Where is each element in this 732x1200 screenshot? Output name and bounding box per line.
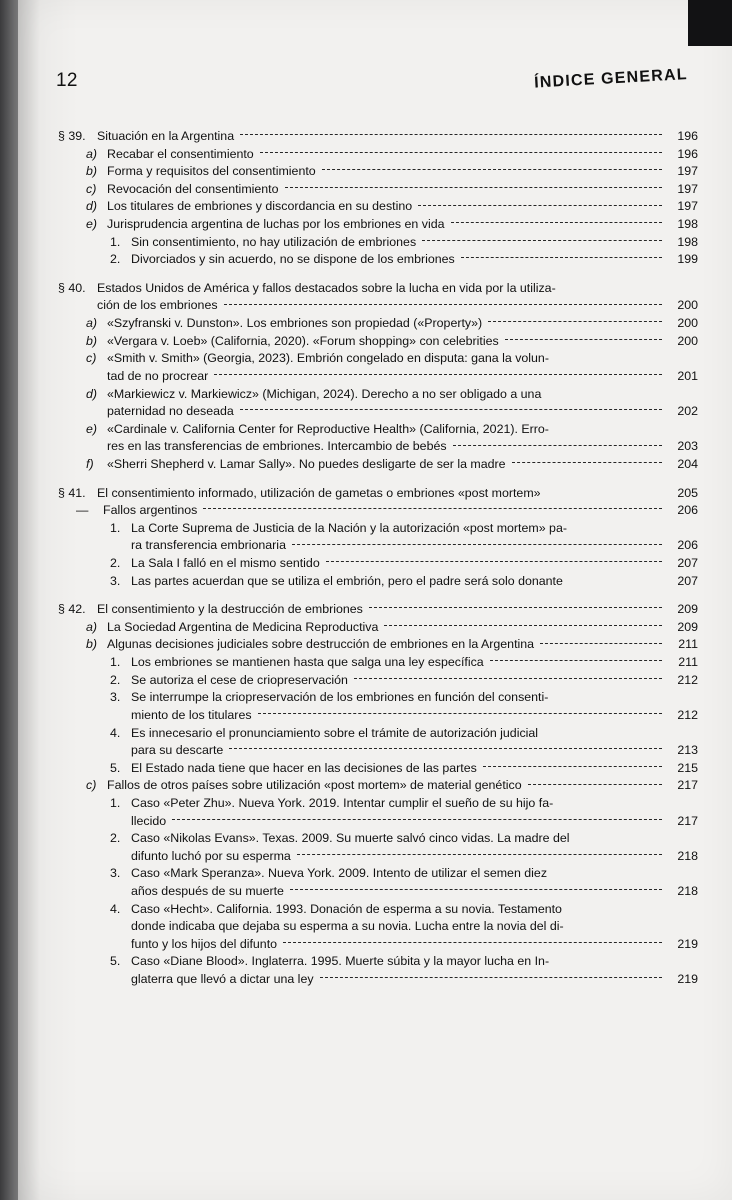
toc-leader-dashes: [483, 766, 662, 768]
toc-entry-title: El consentimiento informado, utilización de gametas o embriones «post mortem»: [97, 485, 541, 500]
toc-entry-title-wrap: [107, 403, 668, 421]
toc-group: [58, 485, 698, 591]
toc-entry[interactable]: [58, 280, 698, 298]
toc-entry-number: 1.: [110, 655, 121, 670]
toc-entry-title-wrap: [107, 456, 668, 474]
toc-entry-number: a): [86, 619, 98, 634]
toc-leader-dashes: [512, 462, 662, 464]
toc-entry[interactable]: [58, 901, 698, 919]
toc-entry-page: 217: [677, 813, 698, 828]
toc-leader-dashes: [422, 240, 662, 242]
toc-entry[interactable]: [58, 742, 698, 760]
toc-entry[interactable]: [58, 502, 698, 520]
toc-entry-title: «Sherri Shepherd v. Lamar Sally». No puedes desligarte de ser la madre: [107, 456, 506, 471]
toc-entry-title: Se autoriza el cese de criopreservación: [131, 672, 348, 687]
toc-entry-number: b): [86, 637, 98, 652]
toc-entry-number: 3.: [110, 573, 121, 588]
toc-entry-title-wrap: [131, 573, 668, 591]
toc-entry-page: 207: [677, 573, 698, 588]
toc-entry[interactable]: [58, 760, 698, 778]
toc-entry-page: 217: [677, 778, 698, 793]
toc-entry-title: El consentimiento y la destrucción de embriones: [97, 602, 363, 617]
toc-entry-number: d): [86, 199, 98, 214]
toc-entry-title: años después de su muerte: [131, 883, 284, 898]
toc-entry-title: funto y los hijos del difunto: [131, 936, 278, 951]
toc-leader-dashes: [461, 257, 662, 259]
toc-entry-title: Las partes acuerdan que se utiliza el embrión, pero el padre será solo donante: [131, 573, 563, 588]
toc-entry-title: Caso «Peter Zhu». Nueva York. 2019. Intentar cumplir el sueño de su hijo fa-: [131, 795, 554, 810]
toc-entry[interactable]: [58, 573, 698, 591]
toc-entry-number: § 41.: [58, 485, 86, 500]
toc-entry-number: f): [86, 456, 94, 471]
toc-leader-dashes: [172, 819, 662, 821]
toc-entry[interactable]: [58, 297, 698, 315]
toc-entry-number: 3.: [110, 866, 121, 881]
toc-entry[interactable]: [58, 883, 698, 901]
toc-entry-title-wrap: [131, 725, 668, 743]
toc-entry-title: Es innecesario el pronunciamiento sobre el trámite de autorización judicial: [131, 725, 539, 740]
toc-entry[interactable]: [58, 163, 698, 181]
toc-entry-title: Divorciados y sin acuerdo, no se dispone de los embriones: [131, 252, 455, 267]
toc-entry-title: res en las transferencias de embriones. Intercambio de bebés: [107, 439, 447, 454]
toc-entry-number: § 40.: [58, 280, 86, 295]
table-of-contents: [58, 128, 698, 1000]
toc-entry-title-wrap: [131, 760, 668, 778]
toc-entry-title: La Sociedad Argentina de Medicina Reproductiva: [107, 619, 379, 634]
toc-entry-number: 2.: [110, 672, 121, 687]
toc-entry-page: 200: [677, 333, 698, 348]
toc-entry-title-wrap: [131, 689, 668, 707]
toc-entry[interactable]: [58, 146, 698, 164]
toc-entry-page: 209: [677, 619, 698, 634]
toc-entry-title: Los titulares de embriones y discordancia en su destino: [107, 199, 413, 214]
toc-entry[interactable]: [58, 520, 698, 538]
toc-entry-page: 212: [677, 672, 698, 687]
toc-entry-title: «Szyfranski v. Dunston». Los embriones son propiedad («Property»): [107, 316, 483, 331]
toc-entry-title-wrap: [131, 707, 668, 725]
toc-entry-title: Recabar el consentimiento: [107, 146, 254, 161]
toc-entry-number: 1.: [110, 234, 121, 249]
toc-entry-title: Algunas decisiones judiciales sobre destrucción de embriones en la Argentina: [107, 637, 535, 652]
toc-entry-page: 205: [677, 485, 698, 500]
toc-entry-title: La Sala I falló en el mismo sentido: [131, 556, 320, 571]
toc-leader-dashes: [203, 508, 662, 510]
toc-entry[interactable]: [58, 333, 698, 351]
toc-entry-title-wrap: [107, 350, 668, 368]
toc-entry-number: b): [86, 333, 98, 348]
toc-entry-number: 1.: [110, 795, 121, 810]
toc-entry-page: 198: [677, 217, 698, 232]
toc-entry[interactable]: [58, 971, 698, 989]
toc-entry-title-wrap: [131, 654, 668, 672]
toc-entry-page: 204: [677, 456, 698, 471]
toc-entry-title: Caso «Diane Blood». Inglaterra. 1995. Muerte súbita y la mayor lucha en In-: [131, 954, 550, 969]
toc-leader-dashes: [528, 784, 662, 786]
toc-entry[interactable]: [58, 128, 698, 146]
toc-entry-title: «Cardinale v. California Center for Reproductive Health» (California, 2021). Erro-: [107, 421, 549, 436]
toc-entry-page: 207: [677, 556, 698, 571]
toc-entry-title-wrap: [107, 777, 668, 795]
toc-entry[interactable]: [58, 725, 698, 743]
toc-entry-title-wrap: [107, 146, 668, 164]
toc-entry-number: 5.: [110, 954, 121, 969]
toc-entry[interactable]: [58, 953, 698, 971]
toc-entry-number: d): [86, 386, 98, 401]
toc-entry-title: Fallos de otros países sobre utilización «post mortem» de material genético: [107, 778, 522, 793]
toc-entry-title: llecido: [131, 813, 167, 828]
toc-entry-number: § 39.: [58, 129, 86, 143]
toc-entry-title-wrap: [131, 537, 668, 555]
toc-entry-title: Caso «Mark Speranza». Nueva York. 2009. Intento de utilizar el semen diez: [131, 866, 548, 881]
toc-entry-title-wrap: [131, 520, 668, 538]
toc-entry-title: Sin consentimiento, no hay utilización de embriones: [131, 234, 417, 249]
toc-entry-title: El Estado nada tiene que hacer en las decisiones de las partes: [131, 760, 477, 775]
toc-leader-dashes: [326, 561, 662, 563]
toc-entry-number: c): [86, 778, 97, 793]
toc-entry-title-wrap: [131, 883, 668, 901]
toc-entry-title-wrap: [131, 901, 668, 919]
toc-entry-title: donde indicaba que dejaba su esperma a su novia. Lucha entre la novia del di-: [131, 919, 564, 934]
toc-entry-page: 197: [677, 199, 698, 214]
toc-entry-page: 209: [677, 602, 698, 617]
toc-entry-page: 219: [677, 936, 698, 951]
toc-entry-page: 206: [677, 538, 698, 553]
toc-entry-title-wrap: [131, 251, 668, 269]
toc-entry[interactable]: [58, 707, 698, 725]
toc-entry[interactable]: [58, 251, 698, 269]
toc-entry-page: 202: [677, 404, 698, 419]
toc-leader-dashes: [354, 678, 662, 680]
toc-entry-title-wrap: [107, 315, 668, 333]
toc-entry-number: b): [86, 164, 98, 179]
toc-entry-page: 197: [677, 164, 698, 179]
toc-entry-title-wrap: [131, 953, 668, 971]
toc-entry-page: 218: [677, 883, 698, 898]
toc-entry-title-wrap: [97, 280, 668, 298]
toc-leader-dashes: [320, 977, 662, 979]
toc-entry-number: 2.: [110, 252, 121, 267]
toc-entry-title: Estados Unidos de América y fallos destacados sobre la lucha en vida por la utiliza-: [97, 280, 556, 295]
toc-entry-title-wrap: [107, 181, 668, 199]
toc-entry-title: ción de los embriones: [97, 298, 218, 313]
toc-entry[interactable]: [58, 368, 698, 386]
toc-entry-title-wrap: [131, 848, 668, 866]
toc-entry[interactable]: [58, 777, 698, 795]
toc-entry-title-wrap: [97, 128, 668, 146]
toc-entry-number: 2.: [110, 556, 121, 571]
toc-entry[interactable]: [58, 315, 698, 333]
toc-entry-title: Situación en la Argentina: [97, 129, 235, 143]
toc-entry-number: 4.: [110, 725, 121, 740]
toc-entry-number: e): [86, 217, 98, 232]
toc-leader-dashes: [297, 854, 662, 856]
toc-leader-dashes: [418, 205, 662, 207]
toc-entry-page: 211: [678, 655, 698, 670]
toc-leader-dashes: [258, 713, 662, 715]
toc-entry-title-wrap: [97, 601, 668, 619]
toc-entry-title-wrap: [107, 421, 668, 439]
toc-entry-title-wrap: [131, 795, 668, 813]
toc-entry-title-wrap: [131, 865, 668, 883]
toc-entry-number: c): [86, 351, 97, 366]
toc-entry-title: Fallos argentinos: [103, 503, 198, 518]
toc-entry-title-wrap: [97, 485, 668, 503]
toc-entry-title-wrap: [131, 830, 668, 848]
toc-entry-title-wrap: [131, 742, 668, 760]
toc-entry[interactable]: [58, 936, 698, 954]
toc-entry-number: 5.: [110, 760, 121, 775]
toc-entry-title: Caso «Nikolas Evans». Texas. 2009. Su muerte salvó cinco vidas. La madre del: [131, 831, 570, 846]
toc-entry[interactable]: [58, 438, 698, 456]
toc-entry[interactable]: [58, 198, 698, 216]
toc-entry-title-wrap: [107, 368, 668, 386]
toc-entry[interactable]: [58, 456, 698, 474]
toc-leader-dashes: [260, 152, 662, 154]
toc-entry[interactable]: [58, 181, 698, 199]
toc-entry-page: 197: [677, 181, 698, 196]
running-head: ÍNDICE GENERAL: [534, 66, 689, 92]
toc-entry-page: 200: [677, 298, 698, 313]
toc-leader-dashes: [240, 134, 662, 136]
toc-entry[interactable]: [58, 795, 698, 813]
toc-leader-dashes: [490, 660, 662, 662]
toc-entry-title: paternidad no deseada: [107, 404, 234, 419]
toc-entry-number: a): [86, 316, 98, 331]
page-corner-shadow: [688, 0, 732, 46]
toc-entry[interactable]: [58, 672, 698, 690]
toc-leader-dashes: [290, 889, 662, 891]
toc-entry[interactable]: [58, 421, 698, 439]
toc-entry-title-wrap: [107, 163, 668, 181]
toc-entry-page: 198: [677, 234, 698, 249]
toc-entry-title-wrap: [107, 619, 668, 637]
toc-entry[interactable]: [58, 555, 698, 573]
toc-entry-title-wrap: [103, 502, 668, 520]
toc-entry[interactable]: [58, 485, 698, 503]
toc-entry-page: 206: [677, 503, 698, 518]
toc-entry-title-wrap: [107, 198, 668, 216]
toc-entry-page: 218: [677, 848, 698, 863]
toc-entry-title: glaterra que llevó a dictar una ley: [131, 972, 314, 987]
toc-entry-title: Los embriones se mantienen hasta que salga una ley específica: [131, 655, 484, 670]
toc-entry-page: 196: [677, 146, 698, 161]
page-number: 12: [56, 70, 78, 91]
toc-entry-number: § 42.: [58, 602, 86, 617]
toc-entry-title-wrap: [131, 555, 668, 573]
toc-leader-dashes: [451, 222, 663, 224]
toc-entry-title: tad de no procrear: [107, 368, 209, 383]
book-page: [18, 0, 732, 1200]
toc-entry-title: ra transferencia embrionaria: [131, 538, 286, 553]
toc-entry[interactable]: [58, 654, 698, 672]
toc-entry-page: 201: [677, 368, 698, 383]
toc-entry-page: 213: [677, 743, 698, 758]
toc-entry-title: Revocación del consentimiento: [107, 181, 279, 196]
toc-entry[interactable]: [58, 918, 698, 936]
toc-entry-page: 196: [677, 129, 698, 143]
toc-entry-title: «Vergara v. Loeb» (California, 2020). «Forum shopping» con celebrities: [107, 333, 499, 348]
toc-entry-title-wrap: [107, 636, 668, 654]
toc-entry-page: 200: [677, 316, 698, 331]
toc-entry-page: 203: [677, 439, 698, 454]
toc-entry[interactable]: [58, 350, 698, 368]
toc-entry-title: miento de los titulares: [131, 707, 252, 722]
toc-leader-dashes: [214, 374, 662, 376]
toc-entry-title: difunto luchó por su esperma: [131, 848, 291, 863]
toc-entry-title: Forma y requisitos del consentimiento: [107, 164, 316, 179]
toc-entry[interactable]: [58, 403, 698, 421]
toc-entry-title: La Corte Suprema de Justicia de la Nación y la autorización «post mortem» pa-: [131, 520, 567, 535]
toc-leader-dashes: [322, 169, 662, 171]
toc-entry-title-wrap: [131, 234, 668, 252]
toc-leader-dashes: [505, 339, 662, 341]
toc-entry-title: Se interrumpe la criopreservación de los embriones en función del consenti-: [131, 690, 549, 705]
toc-entry-title-wrap: [107, 333, 668, 351]
toc-entry-title-wrap: [131, 971, 668, 989]
toc-entry[interactable]: [58, 865, 698, 883]
toc-entry[interactable]: [58, 537, 698, 555]
toc-entry-title-wrap: [107, 438, 668, 456]
toc-entry-title: «Markiewicz v. Markiewicz» (Michigan, 2024). Derecho a no ser obligado a una: [107, 386, 542, 401]
toc-leader-dashes: [453, 445, 662, 447]
toc-entry-title-wrap: [131, 918, 668, 936]
toc-entry[interactable]: [58, 813, 698, 831]
toc-entry-title-wrap: [131, 672, 668, 690]
toc-entry[interactable]: [58, 636, 698, 654]
toc-group: [58, 128, 698, 269]
toc-entry-page: 212: [677, 707, 698, 722]
toc-entry-number: 2.: [110, 831, 121, 846]
toc-entry-title: para su descarte: [131, 743, 224, 758]
toc-entry[interactable]: [58, 234, 698, 252]
toc-entry[interactable]: [58, 386, 698, 404]
toc-leader-dashes: [229, 748, 662, 750]
toc-entry-number: 1.: [110, 520, 121, 535]
toc-leader-dashes: [384, 625, 662, 627]
toc-entry-number: a): [86, 146, 98, 161]
toc-leader-dashes: [369, 607, 662, 609]
toc-entry-title-wrap: [107, 386, 668, 404]
toc-entry-page: 215: [677, 760, 698, 775]
toc-leader-dashes: [224, 304, 662, 306]
toc-group: [58, 601, 698, 988]
toc-leader-dashes: [488, 321, 662, 323]
toc-leader-dashes: [285, 187, 662, 189]
toc-entry-number: c): [86, 181, 97, 196]
toc-entry[interactable]: [58, 619, 698, 637]
toc-group: [58, 280, 698, 474]
toc-entry[interactable]: [58, 689, 698, 707]
toc-entry-number: 3.: [110, 690, 121, 705]
toc-entry[interactable]: [58, 830, 698, 848]
toc-entry-page: 199: [677, 252, 698, 267]
toc-entry-title-wrap: [131, 813, 668, 831]
toc-entry-title: «Smith v. Smith» (Georgia, 2023). Embrión congelado en disputa: gana la volun-: [107, 351, 549, 366]
toc-entry-number: e): [86, 421, 98, 436]
toc-entry-page: 211: [678, 637, 698, 652]
toc-leader-dashes: [292, 544, 662, 546]
toc-leader-dashes: [540, 643, 662, 645]
toc-leader-dashes: [240, 409, 662, 411]
toc-entry-title-wrap: [107, 216, 668, 234]
toc-entry-title-wrap: [131, 936, 668, 954]
toc-entry[interactable]: [58, 601, 698, 619]
toc-entry-number: 4.: [110, 901, 121, 916]
toc-entry-title: Caso «Hecht». California. 1993. Donación de esperma a su novia. Testamento: [131, 901, 562, 916]
toc-entry-number: —: [76, 503, 89, 518]
toc-entry-title-wrap: [97, 297, 668, 315]
toc-entry[interactable]: [58, 848, 698, 866]
toc-entry-title: Jurisprudencia argentina de luchas por los embriones en vida: [107, 217, 445, 232]
toc-leader-dashes: [283, 942, 662, 944]
toc-entry-page: 219: [677, 972, 698, 987]
toc-entry[interactable]: [58, 216, 698, 234]
